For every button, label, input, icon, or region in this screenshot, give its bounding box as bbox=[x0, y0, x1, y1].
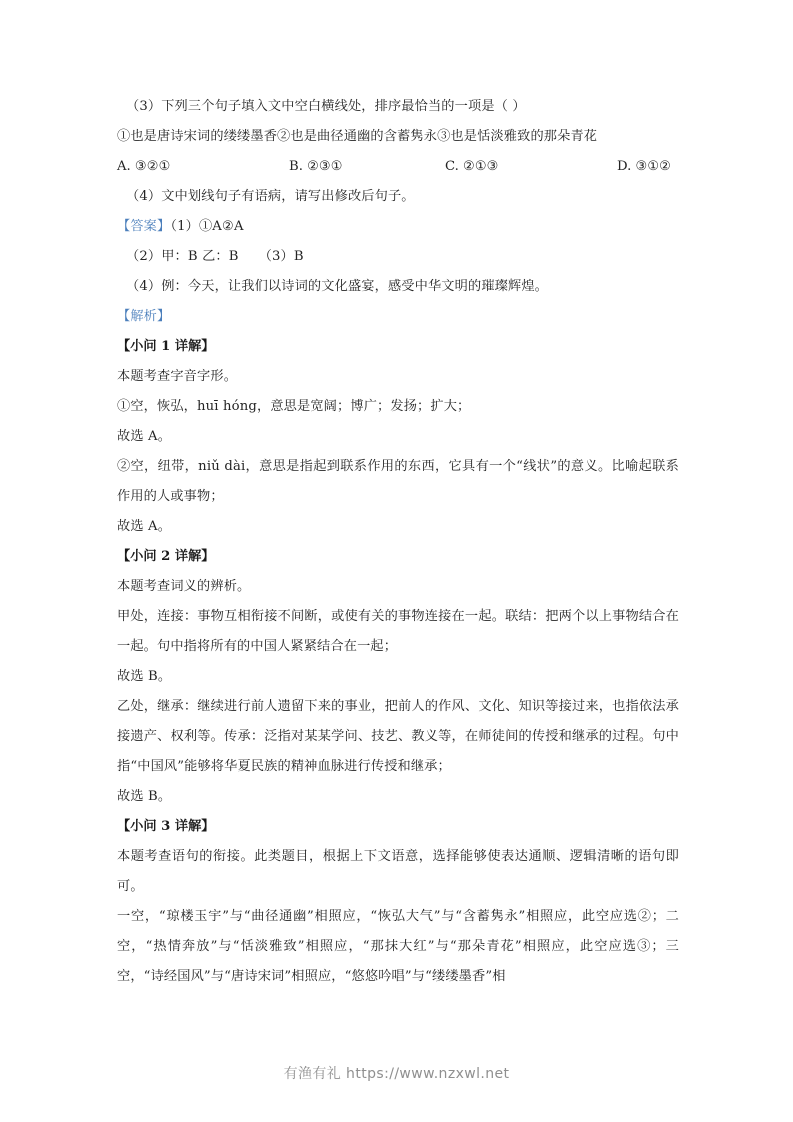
answer-text-1: （1）①A②A bbox=[170, 219, 244, 234]
footer-site-url: https://www.nzxwl.net bbox=[346, 1066, 510, 1082]
answer-line-1 bbox=[117, 212, 679, 242]
option-d-value: ③①② bbox=[635, 159, 671, 174]
option-a-value: ③②① bbox=[134, 159, 171, 174]
sub-question-1-paragraph-3: 故选 A。 bbox=[117, 429, 172, 444]
option-b-letter: B. bbox=[289, 159, 303, 174]
sub-question-1-paragraph-5: 故选 A。 bbox=[117, 519, 172, 534]
sub-question-2-paragraph-5: 故选 B。 bbox=[117, 789, 172, 804]
document-content bbox=[117, 92, 679, 992]
analysis-marker: 【解析】 bbox=[117, 309, 171, 324]
answer-line-2: （2）甲：B 乙：B （3）B bbox=[126, 249, 304, 264]
option-d-letter: D. bbox=[617, 159, 632, 174]
sub-question-3-paragraph-1: 本题考查语句的衔接。此类题目，根据上下文语意，选择能够使表达通顺、逻辑清晰的语句即可。 bbox=[117, 849, 679, 894]
sub-question-2-paragraph-2: 甲处，连接：事物互相衔接不间断，或使有关的事物连接在一起。联结：把两个以上事物结合在一起。句中指将所有的中国人紧紧结合在一起； bbox=[117, 609, 679, 654]
sub-question-2-paragraph-4: 乙处，继承：继续进行前人遗留下来的事业，把前人的作风、文化、知识等接过来，也指依法承接遗产、权利等。传承：泛指对某某学问、技艺、教义等，在师徒间的传授和继承的过程。句中指“中国风”能够将华夏民族的精神血脉进行传授和继承； bbox=[117, 699, 679, 774]
option-d[interactable] bbox=[617, 152, 671, 182]
footer-watermark bbox=[0, 1063, 793, 1083]
answer-marker: 【答案】 bbox=[117, 219, 171, 234]
question-3-prompt: （3）下列三个句子填入文中空白横线处，排序最恰当的一项是（ ） bbox=[126, 99, 526, 114]
footer-brand: 有渔有礼 bbox=[283, 1066, 342, 1082]
sub-question-1-paragraph-2: ①空，恢弘，huī hóng，意思是宽阔；博广；发扬；扩大； bbox=[117, 399, 471, 414]
question-3-items: ①也是唐诗宋词的缕缕墨香②也是曲径通幽的含蓄隽永③也是恬淡雅致的那朵青花 bbox=[117, 129, 598, 144]
option-c-letter: C. bbox=[445, 159, 459, 174]
sub-question-1-paragraph-4: ②空，纽带，niǔ dài，意思是指起到联系作用的东西，它具有一个“线状”的意义。比喻起联系作用的人或事物； bbox=[117, 459, 679, 504]
option-a[interactable] bbox=[117, 152, 170, 182]
answer-line-3: （4）例：今天，让我们以诗词的文化盛宴，感受中华文明的璀璨辉煌。 bbox=[126, 279, 548, 294]
sub-question-3-heading: 【小问 3 详解】 bbox=[117, 819, 215, 834]
option-b-value: ②③① bbox=[307, 159, 343, 174]
option-b[interactable] bbox=[289, 152, 343, 182]
analysis-marker-line bbox=[117, 302, 679, 332]
option-a-letter: A. bbox=[117, 159, 131, 174]
option-c[interactable] bbox=[445, 152, 498, 182]
answer-options-row bbox=[117, 152, 679, 182]
option-c-value: ②①③ bbox=[463, 159, 499, 174]
sub-question-1-heading: 【小问 1 详解】 bbox=[117, 339, 215, 354]
sub-question-2-paragraph-3: 故选 B。 bbox=[117, 669, 172, 684]
sub-question-3-paragraph-2: 一空，“琼楼玉宇”与“曲径通幽”相照应，“恢弘大气”与“含蓄隽永”相照应，此空应选②；二空，“热情奔放”与“恬淡雅致”相照应，“那抹大红”与“那朵青花”相照应，此空应选③；三空，“诗经国风”与“唐诗宋词”相照应，“悠悠吟唱”与“缕缕墨香”相 bbox=[117, 909, 679, 984]
sub-question-2-paragraph-1: 本题考查词义的辨析。 bbox=[117, 579, 251, 594]
sub-question-2-heading: 【小问 2 详解】 bbox=[117, 549, 215, 564]
question-4-prompt: （4）文中划线句子有语病，请写出修改后句子。 bbox=[126, 189, 415, 204]
sub-question-1-paragraph-1: 本题考查字音字形。 bbox=[117, 369, 238, 384]
